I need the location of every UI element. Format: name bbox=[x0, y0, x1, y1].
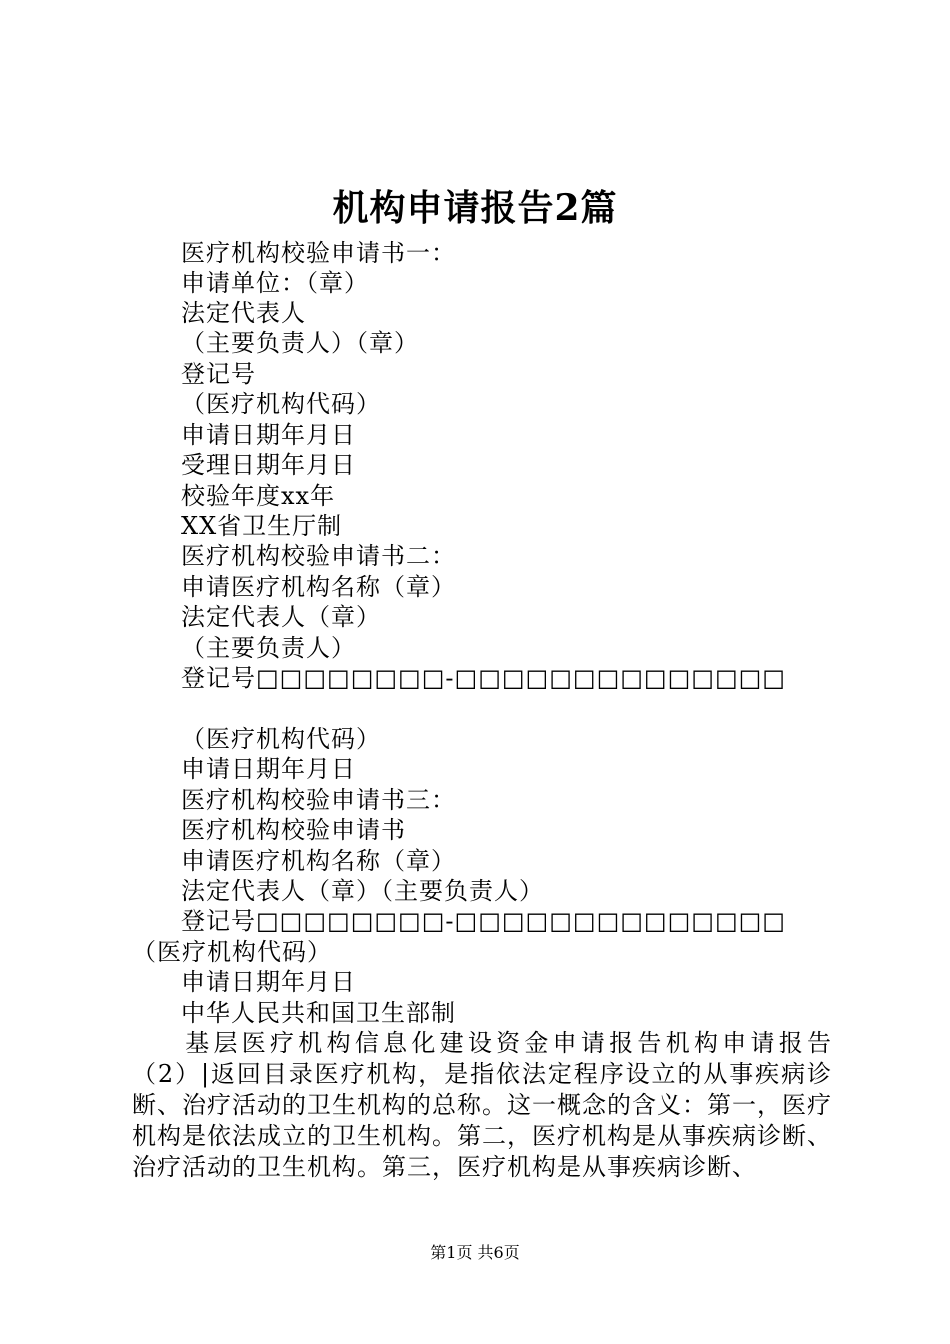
text-line: （主要负责人） bbox=[181, 634, 356, 662]
text-line: 法定代表人（章） bbox=[181, 603, 381, 631]
text-line: （医疗机构代码） bbox=[181, 390, 381, 418]
page-footer: 第1页 共6页 bbox=[430, 1243, 520, 1262]
text-line: 申请日期年月日 bbox=[181, 755, 356, 783]
text-line: XX省卫生厅制 bbox=[181, 512, 343, 540]
registration-number-line: 登记号□□□□□□□□-□□□□□□□□□□□□□□ bbox=[181, 907, 786, 935]
text-line: 法定代表人（章）（主要负责人） bbox=[181, 877, 544, 905]
text-line: 医疗机构校验申请书二： bbox=[181, 542, 456, 570]
body-paragraph-text: 基层医疗机构信息化建设资金申请报告机构申请报告（2）|返回目录医疗机构，是指依法定程序设立的从事疾病诊断、治疗活动的卫生机构的总称。这一概念的含义：第一，医疗机构是依法成立的卫生机构。第二，医疗机构是从事疾病诊断、治疗活动的卫生机构。第三，医疗机构是从事疾病诊断、 bbox=[132, 1029, 832, 1181]
text-line: 申请单位：（章） bbox=[181, 269, 369, 297]
text-line: 医疗机构校验申请书一： bbox=[181, 239, 456, 267]
text-line: 申请医疗机构名称（章） bbox=[181, 847, 456, 875]
text-line: 中华人民共和国卫生部制 bbox=[181, 999, 456, 1027]
body-paragraph bbox=[132, 1028, 832, 1183]
text-line: （医疗机构代码） bbox=[132, 938, 332, 966]
text-line: 登记号 bbox=[181, 360, 256, 388]
text-line: 申请医疗机构名称（章） bbox=[181, 573, 456, 601]
text-line: 医疗机构校验申请书三： bbox=[181, 786, 456, 814]
text-line: 受理日期年月日 bbox=[181, 451, 356, 479]
text-line: （主要负责人）（章） bbox=[181, 329, 419, 357]
document-title: 机构申请报告2篇 bbox=[332, 187, 618, 229]
text-line: 法定代表人 bbox=[181, 299, 306, 327]
text-line: 申请日期年月日 bbox=[181, 421, 356, 449]
text-line: 校验年度xx年 bbox=[181, 482, 336, 510]
text-line: （医疗机构代码） bbox=[181, 725, 381, 753]
registration-number-line: 登记号□□□□□□□□-□□□□□□□□□□□□□□ bbox=[181, 664, 786, 692]
text-line: 申请日期年月日 bbox=[181, 968, 356, 996]
text-line: 医疗机构校验申请书 bbox=[181, 816, 406, 844]
